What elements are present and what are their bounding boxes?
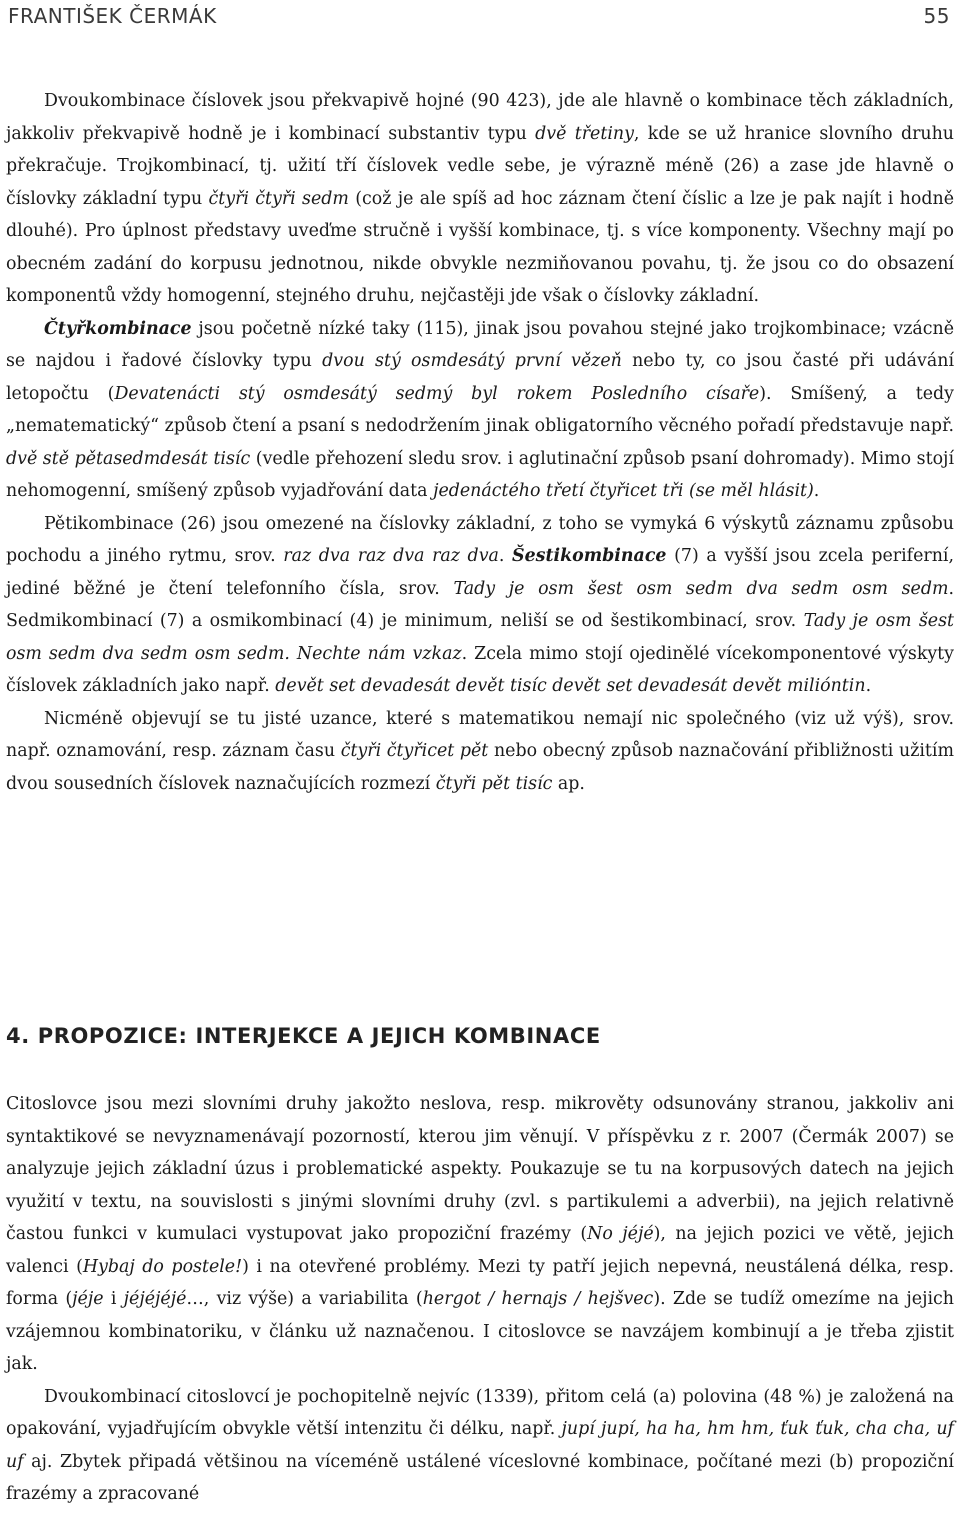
italic-example: jupí jupí, ha ha, hm hm, ťuk ťuk, cha cha, uf uf xyxy=(6,1419,954,1472)
text-run: . xyxy=(813,481,820,501)
text-run: (vedle přehození sledu srov. i aglutinační způsob psaní dohromady). Mimo stojí nehomogenní, smíšený způsob vyjadřování data xyxy=(6,448,955,501)
text-run: ). Zde se tudíž omezíme na jejich vzájemnou kombinatoriku, v článku už naznačenou. I citoslovce se navzájem kombinují a je třeba zjistit jak. xyxy=(6,1289,954,1374)
section-heading: 4. PROPOZICE: INTERJEKCE A JEJICH KOMBINACE xyxy=(6,1024,601,1048)
italic-example: dvou stý osmdesátý první vězeň xyxy=(322,351,622,371)
text-run: Dvoukombinace číslovek jsou překvapivě hojné (90 423), jde ale hlavně o kombinace těch základních, jakkoliv překvapivě hodně je i kombinací substantiv typu xyxy=(6,91,954,144)
italic-example: Hybaj do postele! xyxy=(82,1256,243,1277)
paragraph xyxy=(6,703,954,801)
italic-example: jéjéjéjé xyxy=(123,1289,187,1309)
italic-example: čtyři čtyři sedm xyxy=(208,188,349,209)
paragraph xyxy=(6,508,954,703)
body-text xyxy=(6,85,954,800)
italic-example: dvě stě pětasedmdesát tisíc xyxy=(6,448,251,469)
text-run: jsou početně nízké taky (115), jinak jsou povahou stejné jako trojkombinace; vzácně se najdou i řadové číslovky typu xyxy=(6,318,954,371)
text-run: Citoslovce jsou mezi slovními druhy jakožto neslova, resp. mikrověty odsunovány stranou, jakkoliv ani syntaktikové se nevyznamenávají pozorností, kterou jim věnují. V příspěvku z r. 2007 (Čermák 2007) se analyzuje jejich základní úzus i problematické aspekty. Poukazuje se tu na korpusových datech na jejich využití v textu, na souvislosti s jinými slovními druhy (zvl. s partikulemi a adverbii), na jejich relativně častou funkci v kumulaci vystupovat jako propoziční frazémy ( xyxy=(6,1094,954,1244)
paragraph xyxy=(6,313,954,508)
text-run: , kde se už hranice slovního druhu překračuje. Trojkombinací, tj. užití tří číslovek vedle sebe, je výrazně méně (26) a zase jde hlavně o číslovky základní typu xyxy=(6,123,954,209)
author-name: FRANTIŠEK ČERMÁK xyxy=(8,4,217,28)
text-run: Nicméně objevují se tu jisté uzance, které s matematikou nemají nic společného (viz už výš), srov. např. oznamování, resp. záznam času xyxy=(6,708,954,761)
text-run: Pětikombinace (26) jsou omezené na číslovky základní, z toho se vymyká 6 výskytů záznamu způsobu pochodu a jiného rytmu, srov. xyxy=(6,513,954,566)
text-run: i xyxy=(103,1289,124,1309)
paragraph xyxy=(6,1381,954,1511)
text-run: aj. Zbytek připadá většinou na víceméně ustálené víceslovné kombinace, počítané mezi (b) propoziční frazémy a zpracované xyxy=(6,1451,954,1504)
text-run: nebo obecný způsob naznačování přibližnosti užitím dvou sousedních číslovek naznačujících rozmezí xyxy=(6,741,954,794)
italic-example: jéje xyxy=(72,1289,104,1309)
italic-example: jedenáctého třetí čtyřicet tři (se měl hlásit) xyxy=(433,481,814,501)
italic-example: raz dva raz dva raz dva xyxy=(283,546,499,566)
text-run: ), na jejich pozici ve větě, jejich valenci ( xyxy=(6,1224,955,1277)
text-run: (což je ale spíš ad hoc záznam čtení číslic a lze je pak najít i hodně dlouhé). Pro úplnost představy uveďme stručně i vyšší kombinace, tj. s více komponenty. Všechny mají po obecném zadání do korpusu jednotnou, nikde obvykle nezmiňovanou povahu, tj. že jsou co do obsazení komponentů vždy homogenní, stejného druhu, nejčastěji jde však o číslovky základní. xyxy=(6,188,954,306)
italic-example: hergot / hernajs / hejšvec xyxy=(422,1289,654,1309)
text-run: ). Smíšený, a tedy „nematematický“ způsob čtení a psaní s nedodržením jinak obligatorního věcného pořadí představuje např. xyxy=(6,383,954,436)
italic-example: No jéjé xyxy=(587,1224,654,1244)
text-run: . xyxy=(498,546,513,566)
text-run: ) i na otevřené problémy. Mezi ty patří jejich nepevná, neustálená délka, resp. forma ( xyxy=(6,1256,954,1309)
text-run: Dvoukombinací citoslovcí je pochopitelně nejvíc (1339), přitom celá (a) polovina (48 %) je založená na opakování, vyjadřujícím obvykle větší intenzitu či délku, např. xyxy=(6,1386,954,1439)
text-run: . xyxy=(865,676,872,696)
text-run: …, viz výše) a variabilita ( xyxy=(186,1289,423,1309)
bold-term: Šestikombinace xyxy=(512,546,667,566)
text-run: nebo ty, co jsou časté při udávání letopočtu ( xyxy=(6,351,955,404)
italic-example: čtyři čtyřicet pět xyxy=(340,741,489,761)
paragraph xyxy=(6,1088,954,1381)
running-header xyxy=(8,2,952,32)
text-run: . Sedmikombinací (7) a osmikombinací (4) je minimum, neliší se od šestikombinací, srov. xyxy=(6,578,954,631)
paragraph xyxy=(6,85,954,313)
italic-example: dvě třetiny xyxy=(535,123,634,144)
italic-example: Tady je osm šest osm sedm dva sedm osm sedm. Nechte nám vzkaz xyxy=(6,611,955,664)
italic-example: Devatenácti stý osmdesátý sedmý byl rokem Posledního císaře xyxy=(114,383,760,404)
text-run: (7) a vyšší jsou zcela periferní, jediné běžné je čtení telefonního čísla, srov. xyxy=(6,546,955,599)
text-run: ap. xyxy=(552,773,585,794)
page-number: 55 xyxy=(923,4,950,28)
italic-example: Tady je osm šest osm sedm dva sedm osm sedm xyxy=(453,578,949,599)
section-body xyxy=(6,1088,954,1511)
bold-term: Čtyřkombinace xyxy=(44,318,192,339)
text-run: . Zcela mimo stojí ojedinělé vícekomponentové výskyty číslovek základních jako např. xyxy=(6,643,954,696)
italic-example: čtyři pět tisíc xyxy=(435,773,553,794)
italic-example: devět set devadesát devět tisíc devět set devadesát devět milióntin xyxy=(275,676,866,696)
